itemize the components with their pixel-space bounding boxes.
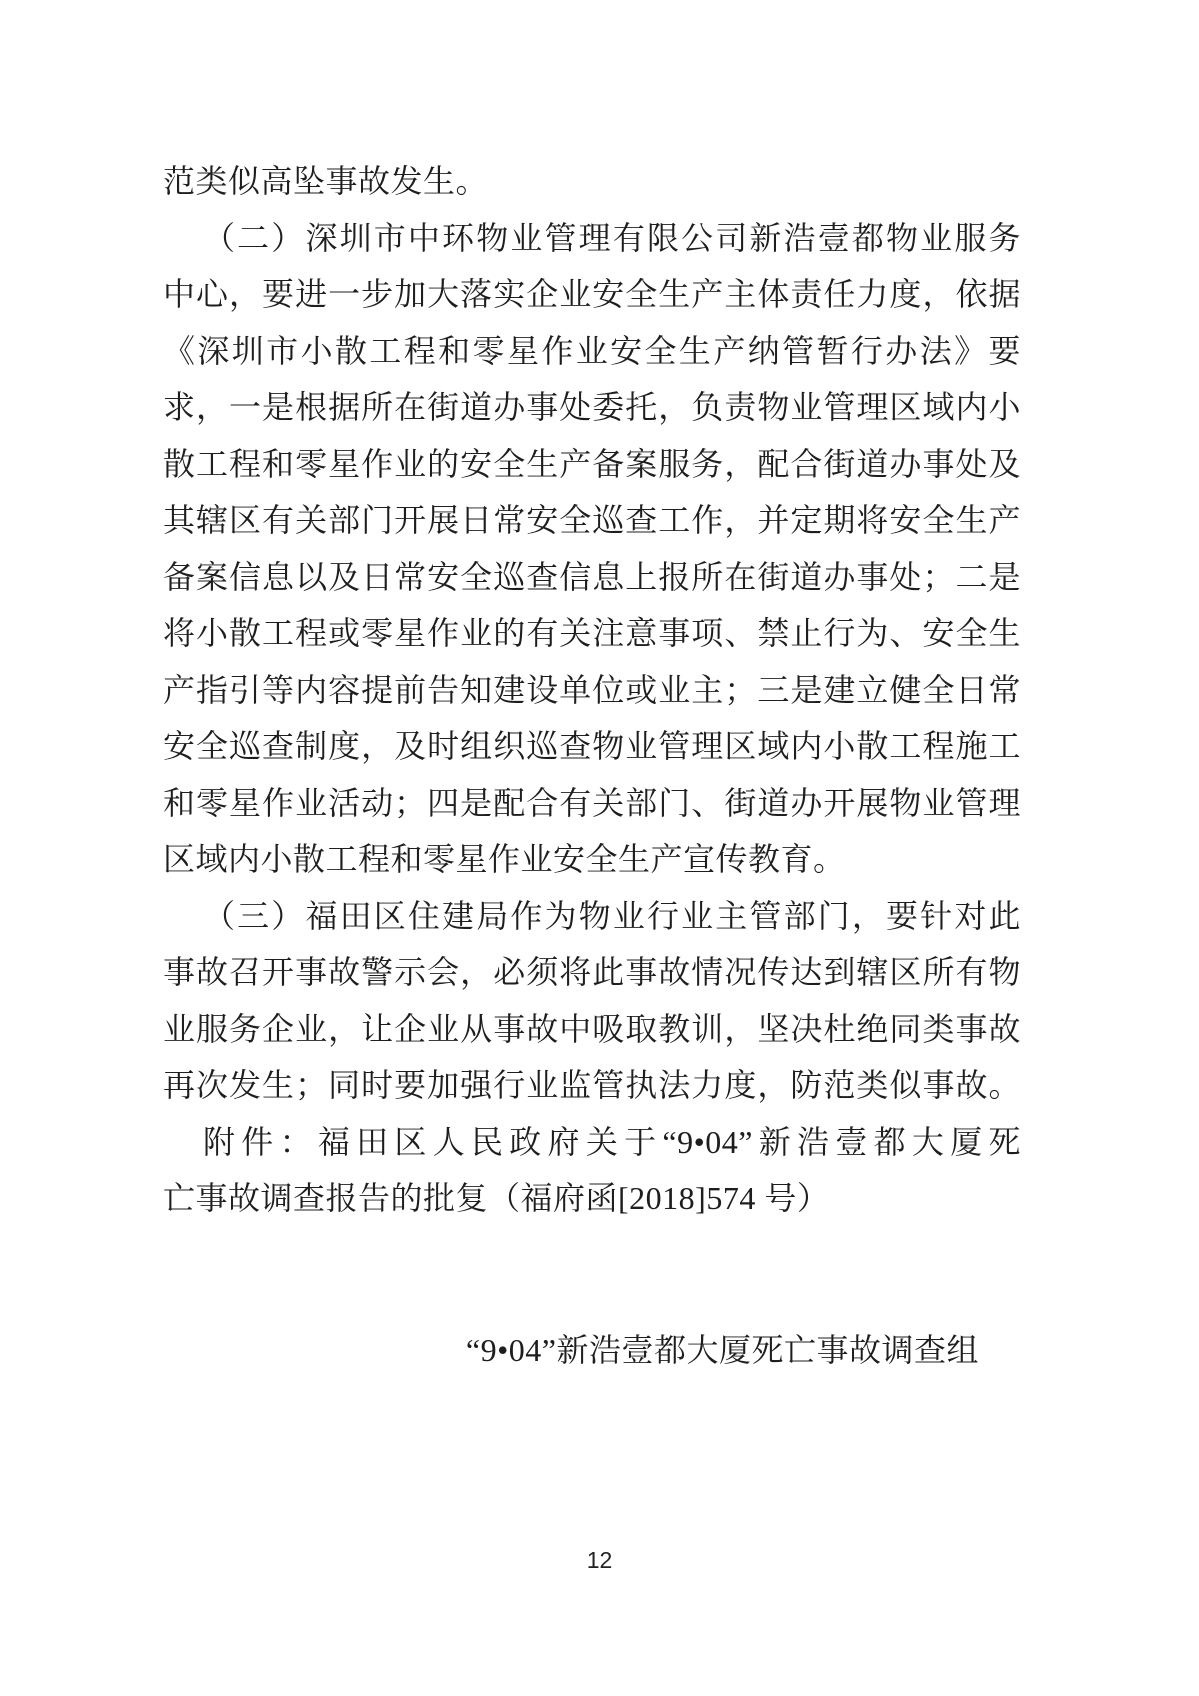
text-line: 安全巡查制度，及时组织巡查物业管理区域内小散工程施工 (163, 728, 1021, 764)
text-line: 业服务企业，让企业从事故中吸取教训，坚决杜绝同类事故 (163, 1010, 1021, 1047)
text-line: （二）深圳市中环物业管理有限公司新浩壹都物业服务 (203, 219, 1021, 256)
text-line: 再次发生；同时要加强行业监管执法力度，防范类似事故。 (163, 1067, 1021, 1103)
text-line: 其辖区有关部门开展日常安全巡查工作，并定期将安全生产 (163, 502, 1021, 538)
text-line: 备案信息以及日常安全巡查信息上报所在街道办事处；二是 (163, 558, 1021, 595)
text-line: 区域内小散工程和零星作业安全生产宣传教育。 (163, 841, 846, 877)
text-line: 亡事故调查报告的批复（福府函[2018]574 号） (163, 1180, 830, 1216)
text-line: 和零星作业活动；四是配合有关部门、街道办开展物业管理 (163, 784, 1021, 821)
text-line: 范类似高坠事故发生。 (163, 163, 489, 199)
text-line: 产指引等内容提前告知建设单位或业主；三是建立健全日常 (163, 671, 1021, 708)
text-line: 《深圳市小散工程和零星作业安全生产纳管暂行办法》要 (163, 332, 1021, 369)
signature-line: “9•04”新浩壹都大厦死亡事故调查组 (465, 1332, 979, 1368)
text-line: 中心，要进一步加大落实企业安全生产主体责任力度，依据 (163, 276, 1021, 312)
text-line: 附件：福田区人民政府关于“9•04”新浩壹都大厦死 (203, 1123, 1021, 1160)
text-line: 散工程和零星作业的安全生产备案服务，配合街道办事处及 (163, 445, 1021, 482)
page-number: 12 (586, 1547, 613, 1573)
text-line: 将小散工程或零星作业的有关注意事项、禁止行为、安全生 (163, 615, 1021, 651)
document-body (163, 153, 1021, 1227)
text-line: 事故召开事故警示会，必须将此事故情况传达到辖区所有物 (163, 954, 1021, 990)
text-line: 求，一是根据所在街道办事处委托，负责物业管理区域内小 (163, 389, 1021, 425)
text-line: （三）福田区住建局作为物业行业主管部门，要针对此 (203, 897, 1021, 934)
